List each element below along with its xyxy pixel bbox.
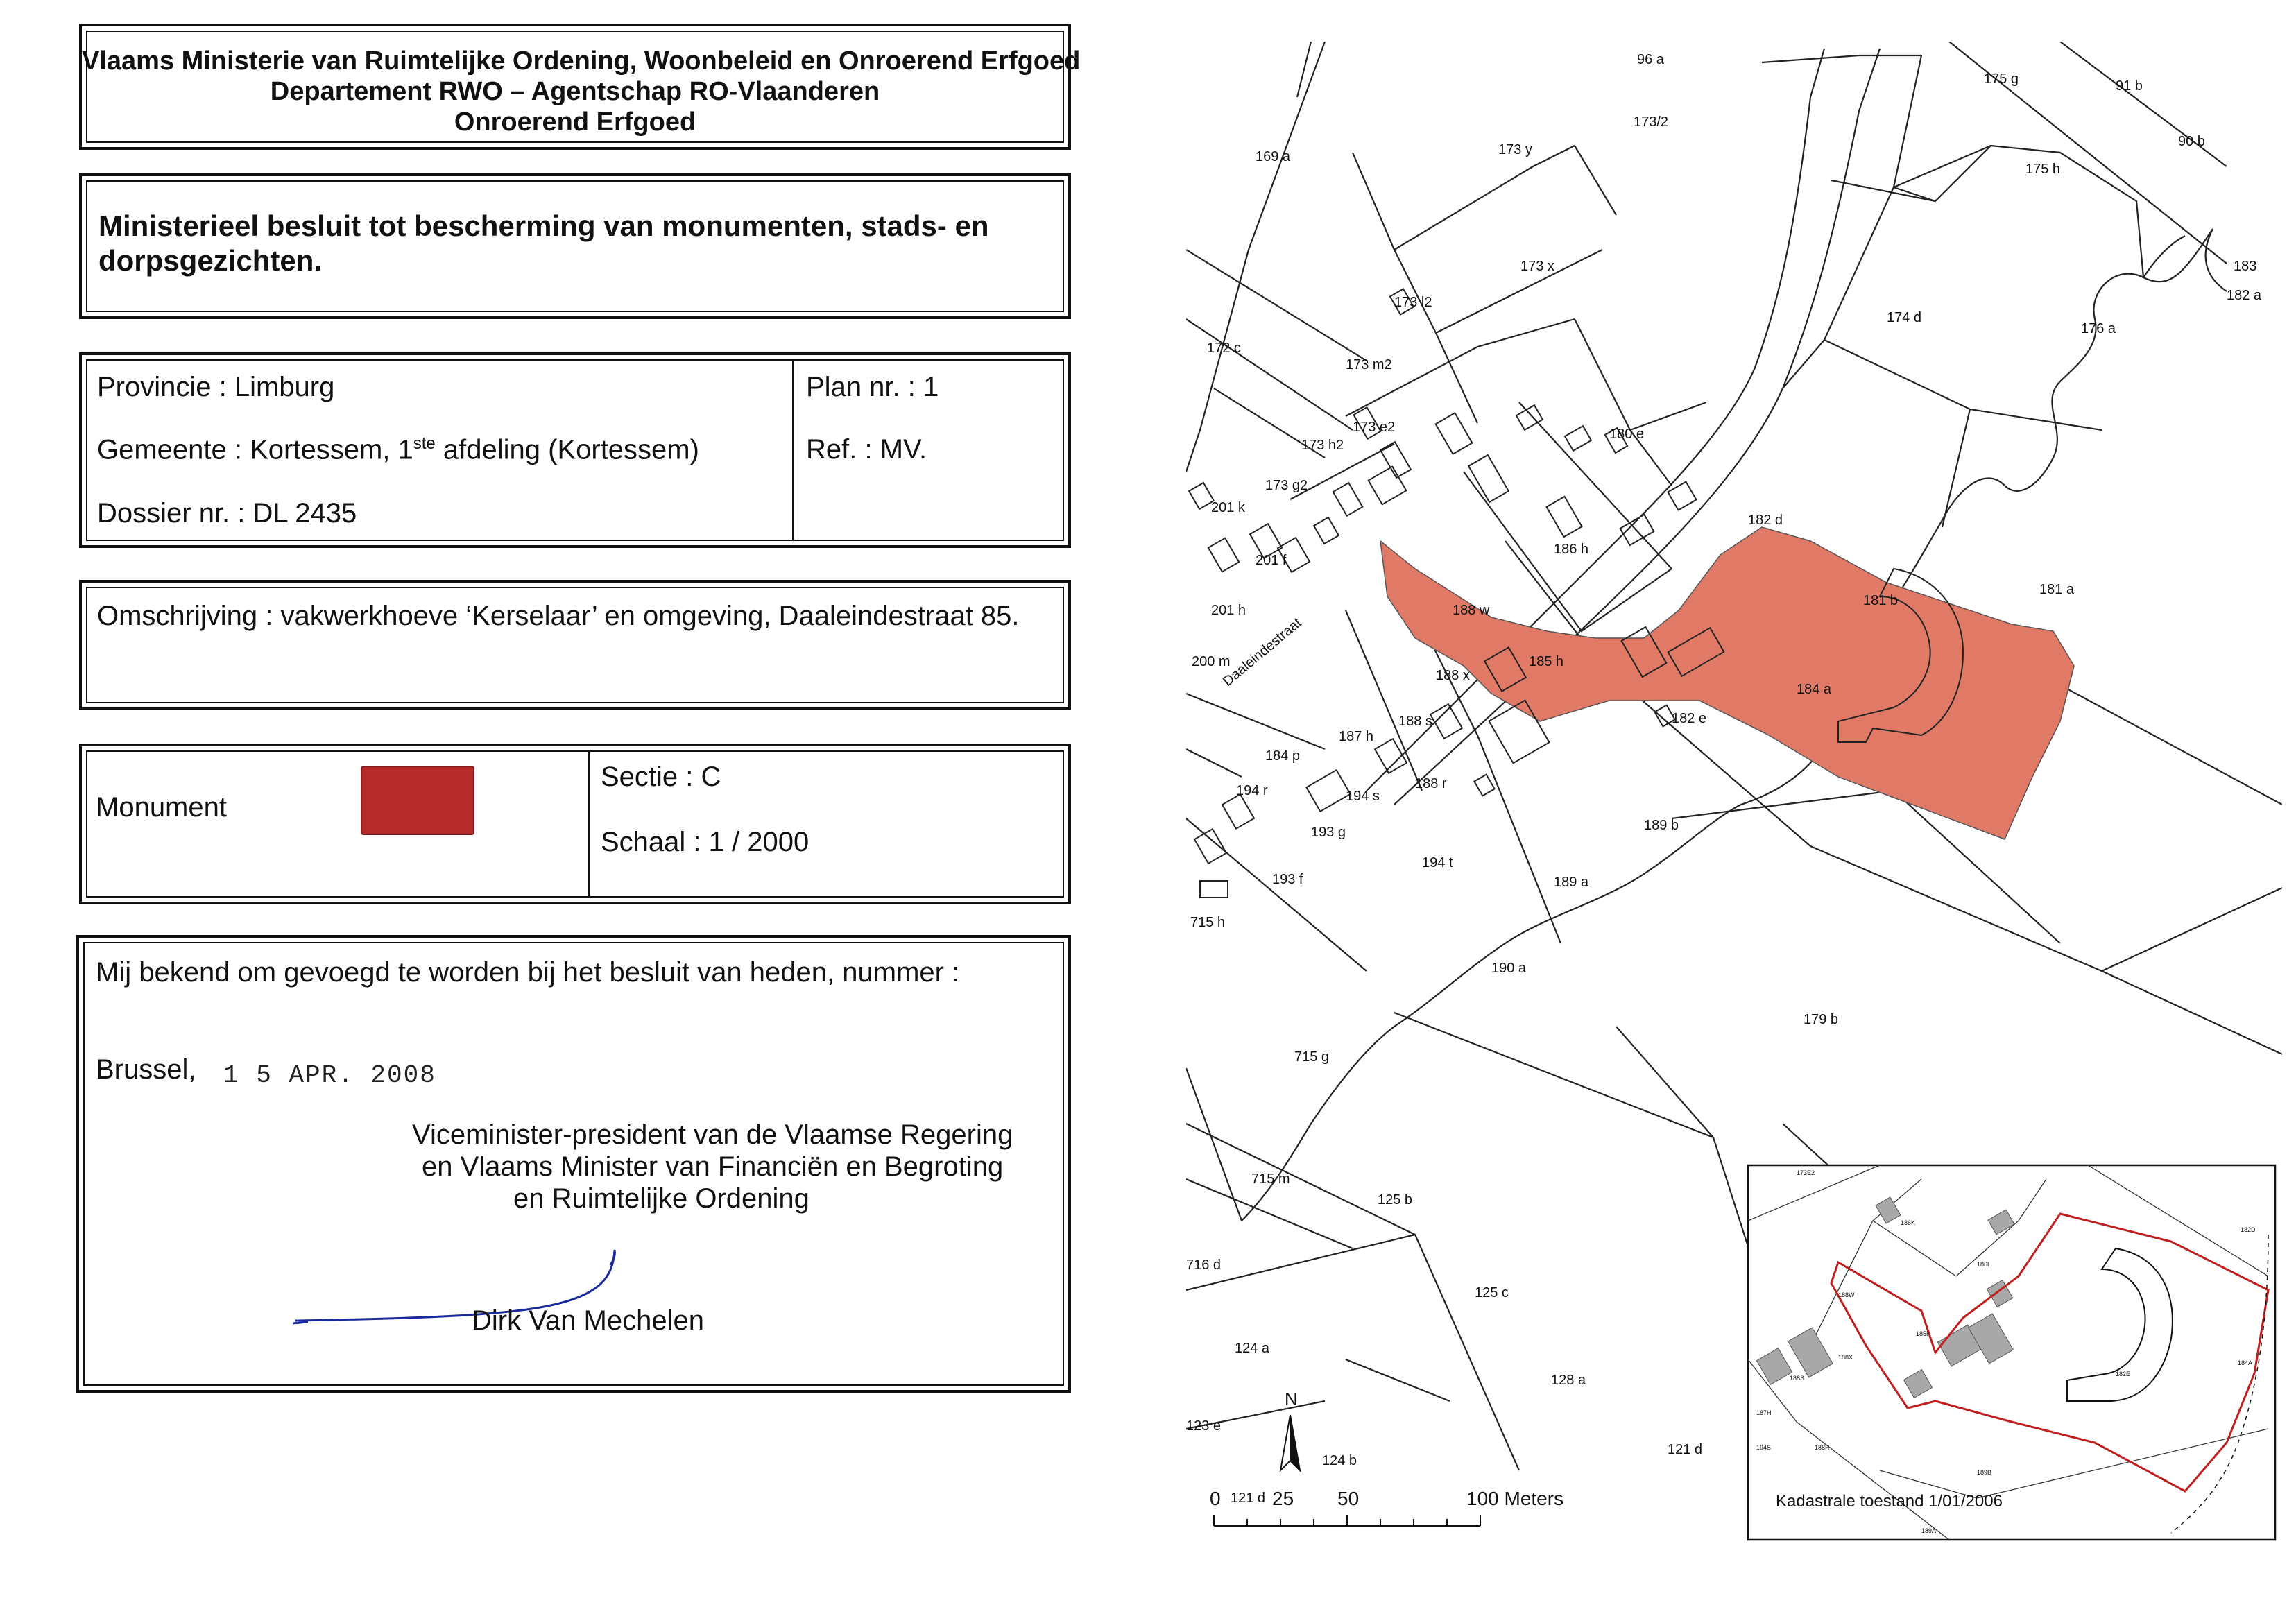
building [1194,829,1226,864]
inset-parcel-label: 184A [2238,1359,2253,1366]
info-box [79,352,1071,548]
map-parcel-label: 174 d [1887,310,1922,325]
map-parcel-label: 194 s [1346,789,1380,804]
notice-text: Mij bekend om gevoegd te worden bij het besluit van heden, nummer : [96,957,960,988]
title-line-2: dorpsgezichten. [98,244,323,277]
map-parcel-label: 96 a [1637,52,1664,67]
map-parcel-label: 175 h [2025,162,2061,177]
plan-label: Plan nr. : 1 [806,372,939,402]
legend-box [79,744,1071,904]
map-parcel-label: 184 p [1265,748,1301,764]
map-parcel-label: 188 s [1398,714,1432,729]
map-parcel-label: 201 h [1211,603,1246,618]
inset-parcel-label: 188S [1790,1375,1805,1382]
building [1468,455,1509,502]
map-parcel-label: 187 h [1339,729,1374,744]
gemeente-afdeling: afdeling (Kortessem) [435,434,699,465]
inset-parcel-label: 186K [1901,1219,1916,1226]
map-parcel-label: 183 [2234,259,2257,274]
map-parcel-label: 201 f [1256,553,1287,568]
map-parcel-label: 173 e2 [1353,420,1396,435]
map-parcel-label: 188 w [1453,603,1490,618]
provincie-label: Provincie : Limburg [97,372,335,402]
scale-label-0: 0 [1210,1488,1221,1509]
building [1200,881,1228,898]
building [1474,775,1494,796]
map-parcel-label: 173 y [1498,142,1532,157]
role-line-2: en Vlaams Minister van Financiën en Begroting [422,1151,1004,1182]
inset-parcel-label: 173E2 [1797,1169,1815,1176]
header-line-3: Onroerend Erfgoed [454,108,696,137]
inset-parcel-label: 182D [2241,1226,2256,1233]
building [1314,517,1339,544]
building [1333,483,1363,516]
map-parcel-label: 121 d [1668,1442,1703,1457]
map-parcel-label: 176 a [2081,321,2116,336]
gemeente-superscript: ste [413,434,436,453]
info-divider [792,359,794,541]
map-parcel-label: 173 x [1520,259,1554,274]
scale-label-25: 25 [1272,1488,1294,1509]
inset-parcel-label: 187H [1756,1409,1772,1416]
map-parcel-label: 124 b [1322,1453,1357,1468]
inset-parcel-label: 189B [1977,1469,1992,1476]
title-line-1: Ministerieel besluit tot bescherming van monumenten, stads- en [98,209,989,242]
map-parcel-label: 715 h [1190,915,1226,930]
map-parcel-label: 91 b [2116,78,2143,94]
inset-parcel-label: 189A [1921,1527,1937,1534]
role-line-3: en Ruimtelijke Ordening [513,1183,809,1214]
inset-parcel-label: 186L [1977,1261,1991,1268]
map-parcel-label: 172 c [1207,341,1241,356]
description-box [79,580,1071,710]
north-label: N [1285,1389,1298,1409]
signatory-name: Dirk Van Mechelen [472,1305,704,1336]
legend-divider [588,750,590,898]
scale-bar [1214,1515,1480,1526]
map-parcel-label: 715 m [1251,1171,1290,1187]
map-parcel-label: 188 x [1436,668,1470,683]
inset-caption: Kadastrale toestand 1/01/2006 [1776,1492,2003,1511]
map-parcel-label: 90 b [2178,134,2205,149]
signature-box [76,935,1071,1393]
inset-parcel-label: 188R [1815,1444,1830,1451]
gemeente-label [97,434,699,465]
building [1306,770,1350,812]
gemeente-text: Gemeente : Kortessem, 1 [97,434,413,465]
map-parcel-label: 193 g [1311,825,1346,840]
street-label: Daaleindestraat [1220,615,1305,689]
date-stamp: 1 5 APR. 2008 [223,1061,436,1090]
ref-label: Ref. : MV. [806,434,927,465]
building [1516,405,1543,430]
map-parcel-label: 185 h [1529,654,1564,669]
place-text: Brussel, [96,1054,196,1085]
monument-swatch [361,766,474,835]
map-parcel-label: 182 a [2227,288,2262,303]
inset-parcel-label: 188W [1838,1291,1855,1298]
map-parcel-label: 200 m [1192,654,1231,669]
cadastral-map [1186,42,2282,1554]
title-box [79,173,1071,319]
building [1436,413,1473,454]
inset-parcel-label: 185H [1916,1330,1931,1337]
map-parcel-label: 124 a [1235,1341,1270,1356]
map-parcel-label: 194 t [1422,855,1453,870]
header-line-1: Vlaams Ministerie van Ruimtelijke Ordening, Woonbeleid en Onroerend Erfgoed [82,46,1081,76]
creek [1242,229,2213,1221]
inset-parcel-label: 194S [1756,1444,1772,1451]
map-parcel-label: 193 f [1272,872,1303,887]
schaal-label: Schaal : 1 / 2000 [601,827,809,857]
map-parcel-label: 190 a [1491,961,1527,976]
map-parcel-label: 125 b [1378,1192,1413,1208]
protected-area [1380,527,2074,839]
map-parcel-label: 194 r [1236,783,1268,798]
map-parcel-label: 182 d [1748,513,1783,528]
map-parcel-label: 175 g [1984,71,2019,87]
map-parcel-label: 173 m2 [1346,357,1392,372]
scale-label-50: 50 [1337,1488,1360,1509]
building [1189,483,1214,509]
map-parcel-label: 188 r [1415,776,1447,791]
monument-label: Monument [96,792,227,823]
map-parcel-label: 180 e [1609,427,1645,442]
sectie-label: Sectie : C [601,762,721,792]
inset-parcel-label: 188X [1838,1354,1853,1361]
map-parcel-label: 715 g [1294,1049,1330,1065]
map-parcel-label: 182 e [1672,711,1707,726]
map-parcel-label: 189 b [1644,818,1679,833]
header-box [79,24,1081,150]
map-parcel-label: 201 k [1211,500,1245,515]
map-parcel-label: 128 a [1551,1373,1586,1388]
dossier-label: Dossier nr. : DL 2435 [97,498,357,529]
map-parcel-label: 173/2 [1634,114,1669,130]
map-parcel-label: 184 a [1797,682,1832,697]
description-text: Omschrijving : vakwerkhoeve ‘Kerselaar’ en omgeving, Daaleindestraat 85. [97,601,1020,631]
map-parcel-label: 173 l2 [1394,295,1432,310]
map-parcel-label: 186 h [1554,542,1589,557]
map-parcel-label: 179 b [1804,1012,1839,1027]
map-parcel-label: 181 b [1863,593,1899,608]
role-line-1: Viceminister-president van de Vlaamse Regering [412,1119,1013,1150]
building [1222,794,1254,829]
north-arrow [1280,1415,1300,1470]
map-parcel-label: 121 d [1231,1491,1266,1506]
map-parcel-label: 173 g2 [1265,478,1308,493]
building [1369,467,1407,505]
building [1565,426,1591,451]
scale-label-100: 100 Meters [1466,1488,1564,1509]
inset-parcel-label: 182E [2116,1371,2131,1377]
building [1668,482,1697,510]
building [1547,497,1582,537]
map-parcel-label: 189 a [1554,875,1589,890]
map-parcel-label: 181 a [2039,582,2075,597]
map-parcel-label: 716 d [1186,1257,1222,1273]
inset-map [1748,1165,2275,1540]
header-line-2: Departement RWO – Agentschap RO-Vlaanderen [270,77,880,106]
map-parcel-label: 169 a [1256,149,1291,164]
map-parcel-label: 123 e [1186,1418,1222,1434]
map-parcel-label: 125 c [1475,1285,1509,1300]
building [1208,538,1239,572]
map-parcel-label: 173 h2 [1301,438,1344,453]
